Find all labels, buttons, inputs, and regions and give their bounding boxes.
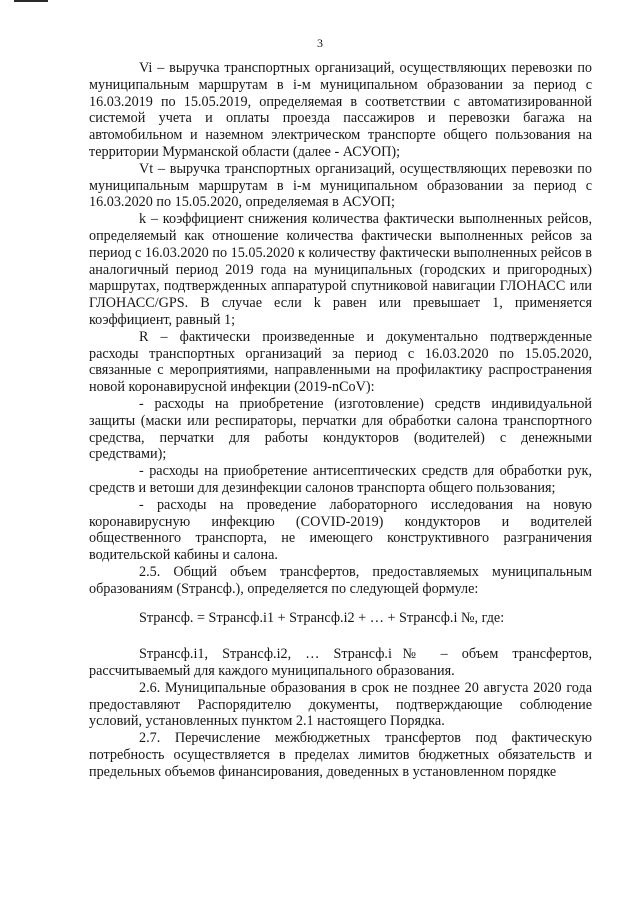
paragraph-vt-definition: Vt – выручка транспортных организаций, осуществляющих перевозки по муниципальным маршрутам в i-м муниципальном образовании за период с 16.03.2020 по 15.05.2020, определяемая в АСУОП; — [89, 160, 592, 211]
section-2-7: 2.7. Перечисление межбюджетных трансфертов под фактическую потребность осуществляется в пределах лимитов бюджетных обязательств и предельных объемов финансирования, доведенных в установленном порядке — [89, 730, 592, 780]
transfer-formula: Sтрансф. = Sтрансф.i1 + Sтрансф.i2 + … + Sтрансф.i №, где: — [139, 609, 505, 626]
formula-explanation: Sтрансф.i1, Sтрансф.i2, … Sтрансф.i№ – объем трансфертов, рассчитываемый для каждого муниципального образования. — [89, 646, 592, 680]
page-number: 3 — [317, 36, 323, 50]
scan-edge-mark — [14, 0, 48, 2]
list-item-lab-testing: - расходы на проведение лабораторного исследования на новую коронавирусную инфекцию (COVID-2019) кондукторов и водителей общественного транспорта, не имеющего конструктивного разграничения водительской кабины и салона. — [89, 496, 592, 564]
paragraph-vi-definition: Vi – выручка транспортных организаций, осуществляющих перевозки по муниципальным маршрутам в i-м муниципальном образовании за период с 16.03.2019 по 15.05.2019, определяемая в соответствии с автоматизированной системой учета и оплаты проезда пассажиров и перевозки багажа на автомобильном и наземном электрическом транспорте общего пользования на территории Мурманской области (далее - АСУОП); — [89, 60, 592, 160]
list-item-antiseptics: - расходы на приобретение антисептических средств для обработки рук, средств и ветоши для дезинфекции салонов транспорта общего пользования; — [89, 463, 592, 496]
section-2-5: 2.5. Общий объем трансфертов, предоставляемых муниципальным образованиям (Sтрансф.), определяется по следующей формуле: — [89, 563, 592, 597]
paragraph-r-definition: R – фактически произведенные и документально подтвержденные расходы транспортных организаций за период с 16.03.2020 по 15.05.2020, связанные с мероприятиями, направленными на профилактику распространения новой коронавирусной инфекции (2019-nCoV): — [89, 328, 592, 396]
section-2-6: 2.6. Муниципальные образования в срок не позднее 20 августа 2020 года предоставляют Распорядителю документы, подтверждающие соблюдение условий, установленных пунктом 2.1 настоящего Порядка. — [89, 679, 592, 730]
document-body — [89, 60, 592, 781]
paragraph-k-definition: k – коэффициент снижения количества фактически выполненных рейсов, определяемый как отношение количества фактически выполненных рейсов за период с 16.03.2020 по 15.05.2020 к количеству фактически выполненных рейсов в аналогичный период 2019 года на муниципальных (городских и пригородных) маршрутах, подтвержденных аппаратурой спутниковой навигации ГЛОНАСС или ГЛОНАСС/GPS. В случае если k равен или превышает 1, применяется коэффициент, равный 1; — [89, 211, 592, 328]
list-item-protective-equipment: - расходы на приобретение (изготовление) средств индивидуальной защиты (маски или респираторы, перчатки для обработки салона транспортного средства, перчатки для работы кондукторов (водителей) с денежными средствами); — [89, 395, 592, 463]
